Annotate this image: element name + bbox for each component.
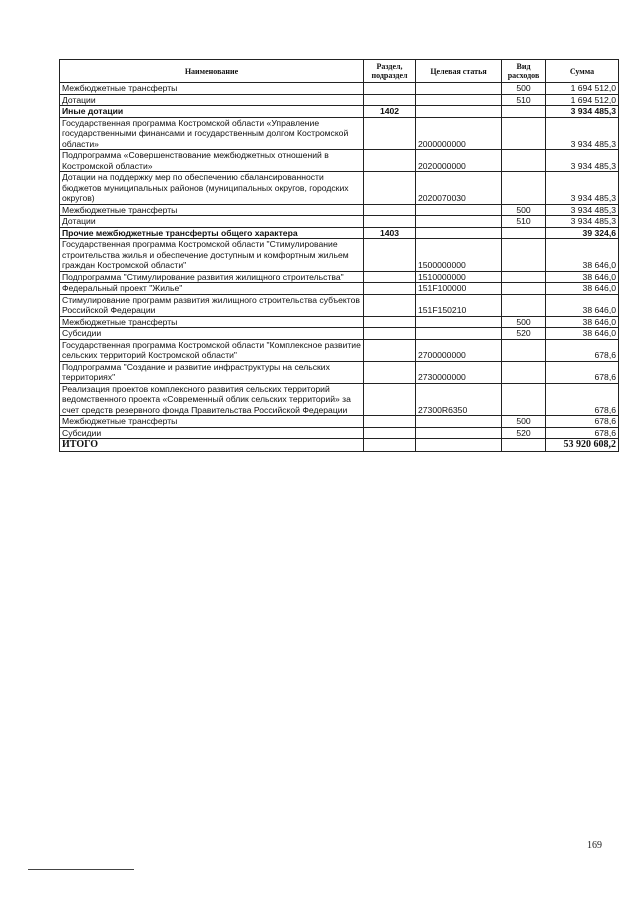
cell-target	[416, 227, 502, 239]
cell-section	[364, 271, 416, 283]
cell-target	[416, 316, 502, 328]
table-row	[60, 117, 619, 150]
cell-target	[416, 427, 502, 439]
cell-sum: 38 646,0	[546, 283, 619, 295]
cell-section	[364, 361, 416, 383]
cell-target: 27300R6350	[416, 383, 502, 416]
cell-sum: 38 646,0	[546, 328, 619, 340]
cell-section	[364, 150, 416, 172]
cell-sum: 3 934 485,3	[546, 216, 619, 228]
cell-kind	[502, 283, 546, 295]
table-row	[60, 283, 619, 295]
cell-sum: 678,6	[546, 361, 619, 383]
cell-target	[416, 216, 502, 228]
cell-section	[364, 239, 416, 272]
cell-kind	[502, 150, 546, 172]
cell-section	[364, 427, 416, 439]
table-row	[60, 172, 619, 205]
cell-sum: 678,6	[546, 416, 619, 428]
cell-kind	[502, 361, 546, 383]
cell-target: 1510000000	[416, 271, 502, 283]
cell-kind: 500	[502, 204, 546, 216]
cell-kind: 510	[502, 94, 546, 106]
cell-section	[364, 328, 416, 340]
cell-target: 2700000000	[416, 339, 502, 361]
cell-name: Подпрограмма «Совершенствование межбюджетных отношений в Костромской области»	[60, 150, 364, 172]
cell-sum: 38 646,0	[546, 294, 619, 316]
header-sum: Сумма	[546, 60, 619, 83]
cell-sum: 38 646,0	[546, 271, 619, 283]
cell-name: Реализация проектов комплексного развития сельских территорий ведомственного проекта «Современный облик сельских территорий» за счет средств резервного фонда Правительства Российской Федерации	[60, 383, 364, 416]
cell-name: Субсидии	[60, 328, 364, 340]
table-row	[60, 106, 619, 118]
total-cell-sum: 53 920 608,2	[546, 439, 619, 452]
table-header-row	[60, 60, 619, 83]
header-kind: Вид расходов	[502, 60, 546, 83]
cell-kind: 520	[502, 427, 546, 439]
cell-kind	[502, 383, 546, 416]
cell-section: 1403	[364, 227, 416, 239]
cell-section	[364, 172, 416, 205]
table-row	[60, 294, 619, 316]
cell-name: Иные дотации	[60, 106, 364, 118]
cell-name: Государственная программа Костромской области "Комплексное развитие сельских территорий Костромской области"	[60, 339, 364, 361]
total-row	[60, 439, 619, 452]
cell-target	[416, 106, 502, 118]
cell-target: 2020000000	[416, 150, 502, 172]
cell-section	[364, 283, 416, 295]
cell-name: Государственная программа Костромской области "Стимулирование строительства жилья и обеспечение доступным и комфортным жильем граждан Костромской области"	[60, 239, 364, 272]
table-row	[60, 316, 619, 328]
cell-section	[364, 294, 416, 316]
cell-kind: 500	[502, 83, 546, 95]
cell-target	[416, 94, 502, 106]
cell-sum: 3 934 485,3	[546, 150, 619, 172]
cell-sum: 678,6	[546, 427, 619, 439]
cell-section	[364, 316, 416, 328]
cell-section	[364, 117, 416, 150]
cell-sum: 1 694 512,0	[546, 83, 619, 95]
table-row	[60, 361, 619, 383]
cell-name: Федеральный проект "Жилье"	[60, 283, 364, 295]
table-row	[60, 416, 619, 428]
table-row	[60, 94, 619, 106]
table-row	[60, 383, 619, 416]
cell-target: 2000000000	[416, 117, 502, 150]
table-row	[60, 339, 619, 361]
cell-sum: 3 934 485,3	[546, 204, 619, 216]
cell-name: Подпрограмма "Создание и развитие инфраструктуры на сельских территориях"	[60, 361, 364, 383]
cell-target	[416, 328, 502, 340]
cell-section: 1402	[364, 106, 416, 118]
cell-name: Субсидии	[60, 427, 364, 439]
cell-section	[364, 383, 416, 416]
cell-section	[364, 83, 416, 95]
cell-name: Межбюджетные трансферты	[60, 416, 364, 428]
cell-sum: 38 646,0	[546, 316, 619, 328]
cell-target	[416, 83, 502, 95]
total-cell-kind	[502, 439, 546, 452]
table-row	[60, 328, 619, 340]
table-row	[60, 427, 619, 439]
cell-name: Стимулирование программ развития жилищного строительства субъектов Российской Федерации	[60, 294, 364, 316]
total-cell-name: ИТОГО	[60, 439, 364, 452]
cell-target: 1500000000	[416, 239, 502, 272]
cell-kind	[502, 172, 546, 205]
header-name: Наименование	[60, 60, 364, 83]
cell-target: 2730000000	[416, 361, 502, 383]
header-section: Раздел, подраздел	[364, 60, 416, 83]
cell-target	[416, 204, 502, 216]
cell-sum: 1 694 512,0	[546, 94, 619, 106]
table-row	[60, 204, 619, 216]
page-number: 169	[587, 840, 602, 851]
cell-sum: 38 646,0	[546, 239, 619, 272]
table-body	[60, 83, 619, 452]
table-row	[60, 239, 619, 272]
cell-name: Дотации	[60, 94, 364, 106]
cell-section	[364, 416, 416, 428]
table-row	[60, 271, 619, 283]
cell-target: 151F100000	[416, 283, 502, 295]
header-target: Целевая статья	[416, 60, 502, 83]
cell-kind	[502, 227, 546, 239]
cell-sum: 678,6	[546, 339, 619, 361]
cell-target: 2020070030	[416, 172, 502, 205]
cell-kind: 510	[502, 216, 546, 228]
cell-kind	[502, 106, 546, 118]
table-row	[60, 216, 619, 228]
cell-name: Межбюджетные трансферты	[60, 83, 364, 95]
table-row	[60, 150, 619, 172]
cell-sum: 3 934 485,3	[546, 172, 619, 205]
cell-sum: 39 324,6	[546, 227, 619, 239]
cell-name: Дотации на поддержку мер по обеспечению сбалансированности бюджетов муниципальных районов (муниципальных округов, городских округов)	[60, 172, 364, 205]
cell-name: Прочие межбюджетные трансферты общего характера	[60, 227, 364, 239]
cell-sum: 3 934 485,3	[546, 117, 619, 150]
table-row	[60, 227, 619, 239]
cell-section	[364, 204, 416, 216]
cell-name: Дотации	[60, 216, 364, 228]
cell-name: Межбюджетные трансферты	[60, 316, 364, 328]
cell-sum: 678,6	[546, 383, 619, 416]
cell-kind: 500	[502, 416, 546, 428]
cell-kind	[502, 117, 546, 150]
total-cell-section	[364, 439, 416, 452]
cell-kind: 500	[502, 316, 546, 328]
cell-name: Подпрограмма "Стимулирование развития жилищного строительства"	[60, 271, 364, 283]
cell-target	[416, 416, 502, 428]
cell-section	[364, 216, 416, 228]
cell-target: 151F150210	[416, 294, 502, 316]
table-row	[60, 83, 619, 95]
cell-kind	[502, 339, 546, 361]
footnote-divider	[28, 869, 134, 870]
cell-section	[364, 94, 416, 106]
cell-sum: 3 934 485,3	[546, 106, 619, 118]
cell-kind: 520	[502, 328, 546, 340]
cell-section	[364, 339, 416, 361]
cell-kind	[502, 239, 546, 272]
budget-table	[59, 59, 619, 452]
total-cell-target	[416, 439, 502, 452]
cell-name: Межбюджетные трансферты	[60, 204, 364, 216]
cell-kind	[502, 294, 546, 316]
cell-name: Государственная программа Костромской области «Управление государственными финансами и государственным долгом Костромской области»	[60, 117, 364, 150]
cell-kind	[502, 271, 546, 283]
